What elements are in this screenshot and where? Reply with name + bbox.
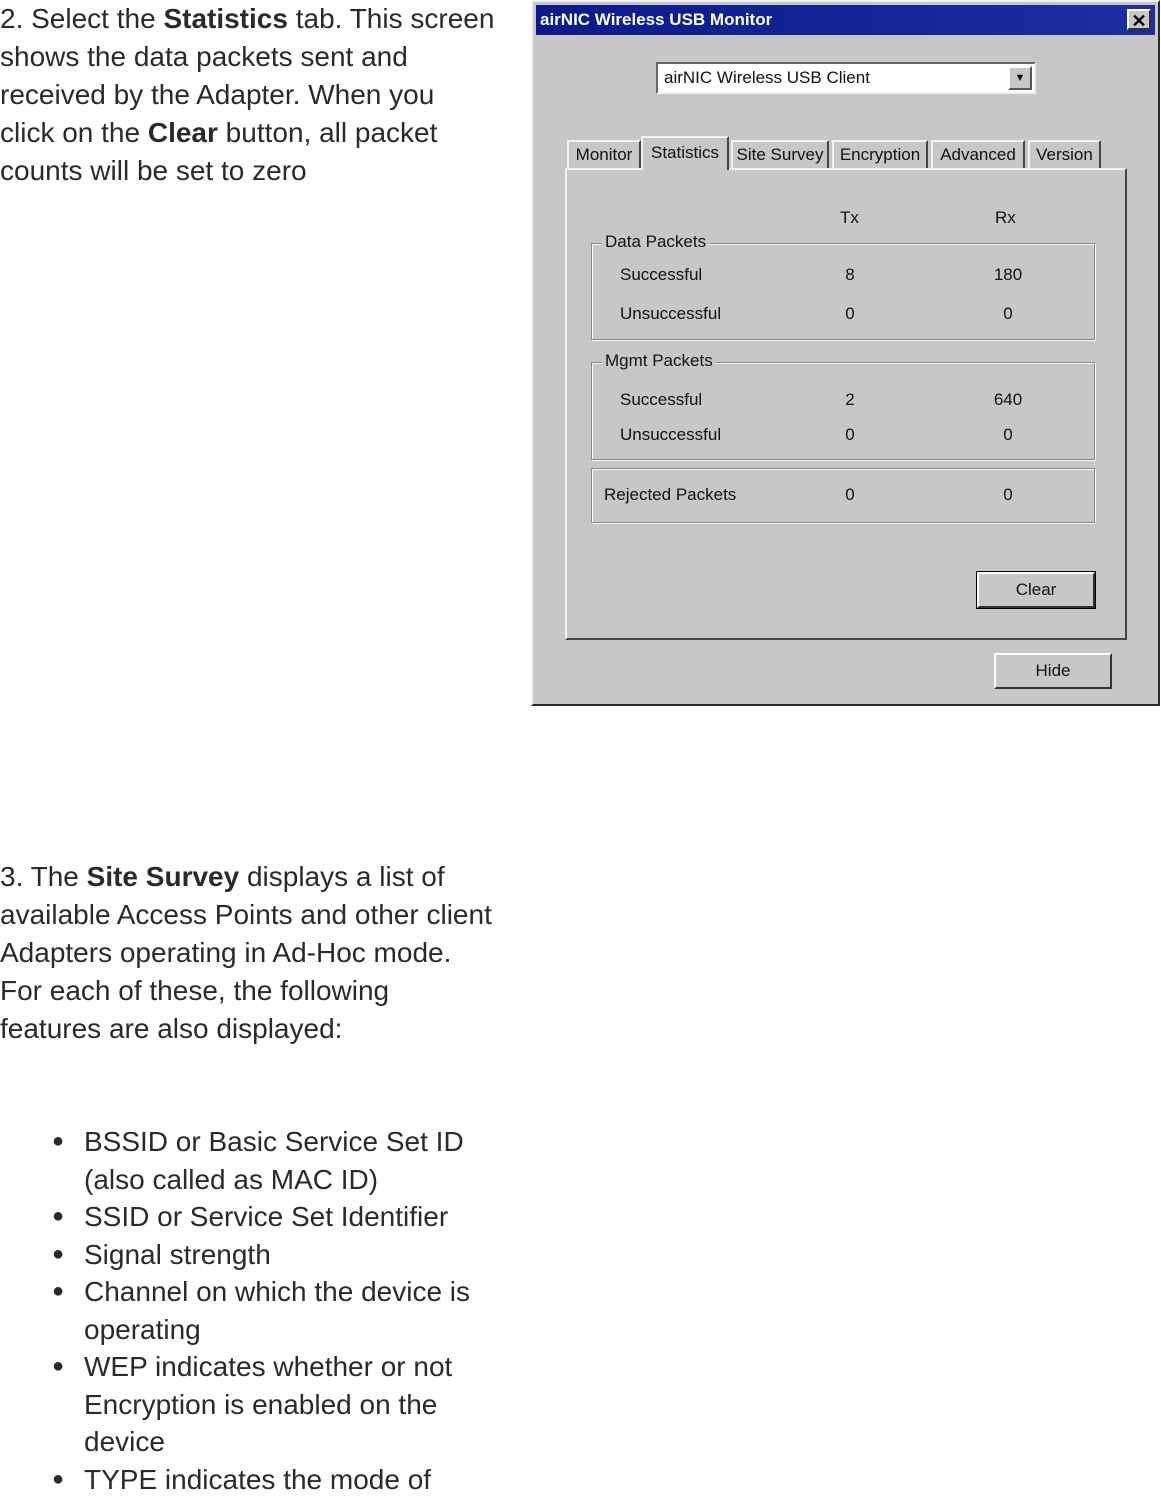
mgmt-unsuccessful-label: Unsuccessful bbox=[620, 425, 721, 445]
data-unsuccessful-label: Unsuccessful bbox=[620, 304, 721, 324]
mgmt-packets-group bbox=[591, 362, 1095, 460]
bullet-icon: ● bbox=[52, 1198, 64, 1236]
bullet-icon: ● bbox=[52, 1348, 64, 1386]
step3-suffix: displays a list of available Access Points and other client Adapters operating in Ad-Hoc mode. For each of these, the following features are also displayed: bbox=[0, 861, 492, 1044]
data-packets-group bbox=[591, 243, 1095, 340]
list-item bbox=[0, 1236, 500, 1274]
tx-column-header: Tx bbox=[840, 208, 859, 228]
step2-mid: tab. This screen shows the data packets sent and received by the Adapter. When you click on the bbox=[0, 3, 494, 148]
rejected-rx: 0 bbox=[978, 485, 1038, 505]
list-item-text: Channel on which the device is operating bbox=[84, 1276, 470, 1345]
tab-statistics[interactable]: Statistics bbox=[641, 136, 729, 170]
mgmt-successful-tx: 2 bbox=[820, 390, 880, 410]
list-item-text: BSSID or Basic Service Set ID (also called as MAC ID) bbox=[84, 1126, 464, 1195]
bullet-icon: ● bbox=[52, 1123, 64, 1161]
tab-monitor[interactable]: Monitor bbox=[567, 140, 641, 168]
chevron-down-icon[interactable]: ▼ bbox=[1008, 66, 1032, 90]
clear-button[interactable]: Clear bbox=[977, 572, 1095, 608]
tab-encryption[interactable]: Encryption bbox=[832, 140, 928, 168]
mgmt-packets-title: Mgmt Packets bbox=[602, 351, 716, 371]
step2-prefix: 2. Select the bbox=[0, 3, 163, 34]
dialog-titlebar[interactable] bbox=[536, 5, 1155, 35]
step2-paragraph bbox=[0, 0, 495, 190]
mgmt-unsuccessful-tx: 0 bbox=[820, 425, 880, 445]
data-unsuccessful-tx: 0 bbox=[820, 304, 880, 324]
device-select[interactable] bbox=[656, 62, 1036, 94]
close-icon[interactable]: ✕ bbox=[1127, 9, 1151, 30]
rejected-packets-label: Rejected Packets bbox=[604, 485, 736, 505]
list-item-text: SSID or Service Set Identifier bbox=[84, 1201, 448, 1232]
feature-list bbox=[0, 1123, 500, 1498]
device-select-value: airNIC Wireless USB Client bbox=[664, 68, 870, 87]
monitor-dialog bbox=[531, 0, 1160, 706]
list-item bbox=[0, 1123, 500, 1198]
step2-suffix: button, all packet counts will be set to zero bbox=[0, 117, 437, 186]
dialog-title: airNIC Wireless USB Monitor bbox=[540, 10, 772, 29]
tab-version[interactable]: Version bbox=[1028, 140, 1101, 168]
list-item bbox=[0, 1198, 500, 1236]
list-item-text: Signal strength bbox=[84, 1239, 271, 1270]
mgmt-unsuccessful-rx: 0 bbox=[978, 425, 1038, 445]
list-item bbox=[0, 1273, 500, 1348]
mgmt-successful-label: Successful bbox=[620, 390, 702, 410]
rx-column-header: Rx bbox=[995, 208, 1016, 228]
list-item-text: WEP indicates whether or not Encryption is enabled on the device bbox=[84, 1351, 452, 1457]
step3-paragraph bbox=[0, 858, 495, 1048]
list-item bbox=[0, 1348, 500, 1461]
bullet-icon: ● bbox=[52, 1236, 64, 1274]
data-packets-title: Data Packets bbox=[602, 232, 709, 252]
tab-site-survey[interactable]: Site Survey bbox=[731, 140, 829, 168]
mgmt-successful-rx: 640 bbox=[978, 390, 1038, 410]
bullet-icon: ● bbox=[52, 1461, 64, 1498]
step2-clear-term: Clear bbox=[148, 117, 218, 148]
bullet-icon: ● bbox=[52, 1273, 64, 1311]
rejected-tx: 0 bbox=[820, 485, 880, 505]
list-item-text: TYPE indicates the mode of bbox=[84, 1464, 431, 1495]
data-successful-label: Successful bbox=[620, 265, 702, 285]
step3-site-survey-term: Site Survey bbox=[87, 861, 240, 892]
data-successful-rx: 180 bbox=[978, 265, 1038, 285]
hide-button[interactable]: Hide bbox=[994, 653, 1112, 689]
data-unsuccessful-rx: 0 bbox=[978, 304, 1038, 324]
step3-prefix: 3. The bbox=[0, 861, 87, 892]
step2-statistics-term: Statistics bbox=[163, 3, 288, 34]
list-item bbox=[0, 1461, 500, 1498]
data-successful-tx: 8 bbox=[820, 265, 880, 285]
tab-advanced[interactable]: Advanced bbox=[931, 140, 1025, 168]
